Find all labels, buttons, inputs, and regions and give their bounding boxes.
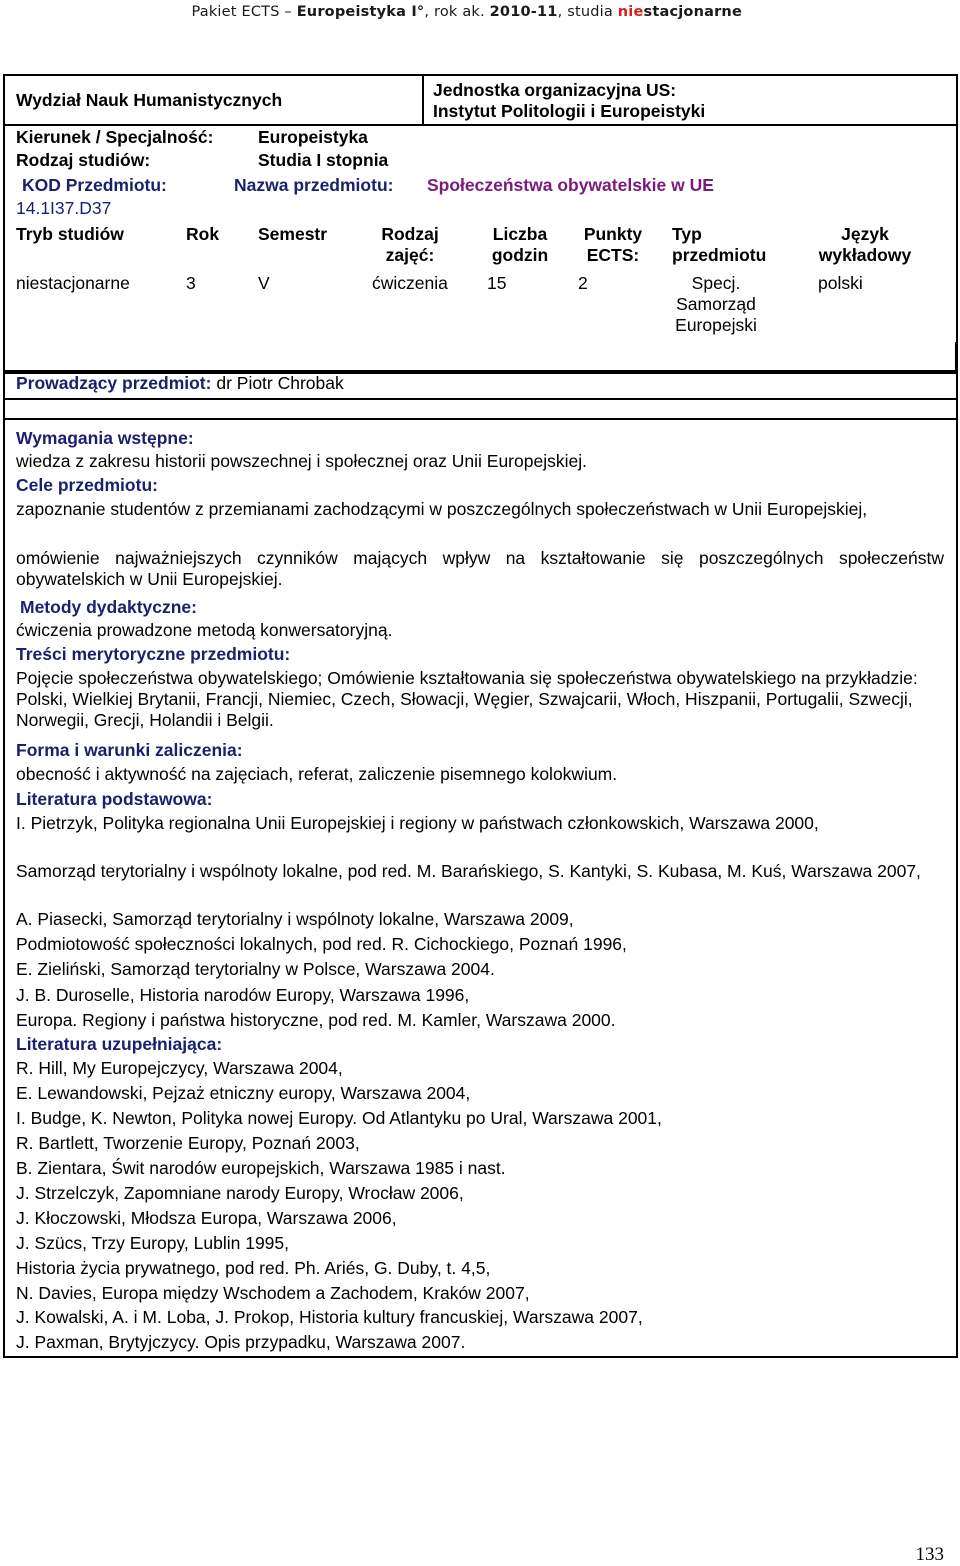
col-semestr: Semestr xyxy=(258,224,328,244)
nazwa-value: Społeczeństwa obywatelskie w UE xyxy=(427,175,714,195)
lit-podst-item: E. Zieliński, Samorząd terytorialny w Polsce, Warszawa 2004. xyxy=(16,959,495,979)
page-number: 133 xyxy=(915,1544,944,1565)
lit-uzup-item: J. Strzelczyk, Zapomniane narody Europy, Wrocław 2006, xyxy=(16,1183,464,1203)
lit-podst-item: A. Piasecki, Samorząd terytorialny i wspólnoty lokalne, Warszawa 2009, xyxy=(16,909,574,929)
col-typ: Typ przedmiotu xyxy=(672,224,767,265)
kierunek-label: Kierunek / Specjalność: xyxy=(16,127,214,147)
wymagania-label: Wymagania wstępne: xyxy=(16,428,194,448)
forma-text: obecność i aktywność na zajęciach, referat, zaliczenie pisemnego kolokwium. xyxy=(16,764,618,784)
col-rodzaj: Rodzaj zajęć: xyxy=(381,224,439,265)
lit-uzup-item: N. Davies, Europa między Wschodem a Zachodem, Kraków 2007, xyxy=(16,1283,530,1303)
rodzaj-value: Studia I stopnia xyxy=(258,150,389,170)
kod-label: KOD Przedmiotu: xyxy=(22,175,167,195)
col-rok: Rok xyxy=(186,224,220,244)
cell-semestr: V xyxy=(258,273,270,293)
kod-value: 14.1I37.D37 xyxy=(16,198,112,218)
lit-podst-item: I. Pietrzyk, Polityka regionalna Unii Europejskiej i regiony w państwach członkowskich, Warszawa 2000, xyxy=(16,813,819,833)
lecturer: Prowadzący przedmiot: dr Piotr Chrobak xyxy=(16,373,344,393)
faculty-name: Wydział Nauk Humanistycznych xyxy=(16,90,283,110)
running-header: Pakiet ECTS – Europeistyka I°, rok ak. 2010-11, studia niestacjonarne xyxy=(191,4,742,20)
cele-label: Cele przedmiotu: xyxy=(16,475,158,495)
cele-text-2: omówienie najważniejszych czynników mających wpływ na kształtowanie się poszczególnych społeczeństw obywatelskich w Unii Europejskiej. xyxy=(16,548,944,589)
lit-uzup-item: J. Szücs, Trzy Europy, Lublin 1995, xyxy=(16,1233,290,1253)
metody-text: ćwiczenia prowadzone metodą konwersatoryjną. xyxy=(16,620,393,640)
lit-uzup-item: I. Budge, K. Newton, Polityka nowej Europy. Od Atlantyku po Ural, Warszawa 2001, xyxy=(16,1108,662,1128)
cele-text-1: zapoznanie studentów z przemianami zachodzącymi w poszczególnych społeczeństwach w Unii Europejskiej, xyxy=(16,499,868,519)
lit-uzup-label: Literatura uzupełniająca: xyxy=(16,1034,223,1054)
cell-godzin: 15 xyxy=(487,273,507,293)
forma-label: Forma i warunki zaliczenia: xyxy=(16,740,243,760)
cell-jezyk: polski xyxy=(818,273,863,293)
lit-podst-item: Podmiotowość społeczności lokalnych, pod red. R. Cichockiego, Poznań 1996, xyxy=(16,934,627,954)
lit-uzup-item: B. Zientara, Świt narodów europejskich, Warszawa 1985 i nast. xyxy=(16,1158,506,1178)
lit-uzup-item: E. Lewandowski, Pejzaż etniczny europy, Warszawa 2004, xyxy=(16,1083,471,1103)
lit-uzup-item: J. Kowalski, A. i M. Loba, J. Prokop, Historia kultury francuskiej, Warszawa 2007, xyxy=(16,1307,643,1327)
metody-label: Metody dydaktyczne: xyxy=(20,597,197,617)
cell-ects: 2 xyxy=(578,273,588,293)
lit-podst-item: Samorząd terytorialny i wspólnoty lokalne, pod red. M. Barańskiego, S. Kantyki, S. Kubasa, M. Kuś, Warszawa 2007, xyxy=(16,861,921,881)
cell-rodzaj: ćwiczenia xyxy=(372,273,448,293)
col-liczba: Liczba godzin xyxy=(491,224,549,265)
lit-podst-label: Literatura podstawowa: xyxy=(16,789,213,809)
lit-podst-item: J. B. Duroselle, Historia narodów Europy, Warszawa 1996, xyxy=(16,985,470,1005)
rodzaj-label: Rodzaj studiów: xyxy=(16,150,151,170)
cell-rok: 3 xyxy=(186,273,196,293)
lit-uzup-item: J. Kłoczowski, Młodsza Europa, Warszawa 2006, xyxy=(16,1208,397,1228)
cell-typ: Specj. Samorząd Europejski xyxy=(675,273,757,335)
lit-uzup-item: R. Hill, My Europejczycy, Warszawa 2004, xyxy=(16,1058,343,1078)
col-tryb: Tryb studiów xyxy=(16,224,124,244)
wymagania-text: wiedza z zakresu historii powszechnej i społecznej oraz Unii Europejskiej. xyxy=(16,451,587,471)
lit-uzup-item: R. Bartlett, Tworzenie Europy, Poznań 2003, xyxy=(16,1133,360,1153)
kierunek-value: Europeistyka xyxy=(258,127,368,147)
lit-uzup-item: Historia życia prywatnego, pod red. Ph. Ariés, G. Duby, t. 4,5, xyxy=(16,1258,491,1278)
nazwa-label: Nazwa przedmiotu: xyxy=(234,175,394,195)
tresci-label: Treści merytoryczne przedmiotu: xyxy=(16,644,291,664)
cell-tryb: niestacjonarne xyxy=(16,273,130,293)
lit-uzup-item: J. Paxman, Brytyjczycy. Opis przypadku, Warszawa 2007. xyxy=(16,1332,466,1352)
col-jezyk: Język wykładowy xyxy=(818,224,912,265)
col-ects: Punkty ECTS: xyxy=(583,224,643,265)
unit-label: Jednostka organizacyjna US: xyxy=(433,80,677,100)
tresci-text: Pojęcie społeczeństwa obywatelskiego; Omówienie kształtowania się społeczeństwa obywatelskiego na przykładzie: Polski, Wielkiej Brytanii, Francji, Niemiec, Czech, Słowacji, Węgier, Szwajcarii, Włoch, Hiszpanii, Portugalii, Szwecji, Norwegii, Grecji, Holandii i Belgii. xyxy=(16,668,918,730)
lit-podst-item: Europa. Regiony i państwa historyczne, pod red. M. Kamler, Warszawa 2000. xyxy=(16,1010,616,1030)
unit-value: Instytut Politologii i Europeistyki xyxy=(433,101,706,121)
